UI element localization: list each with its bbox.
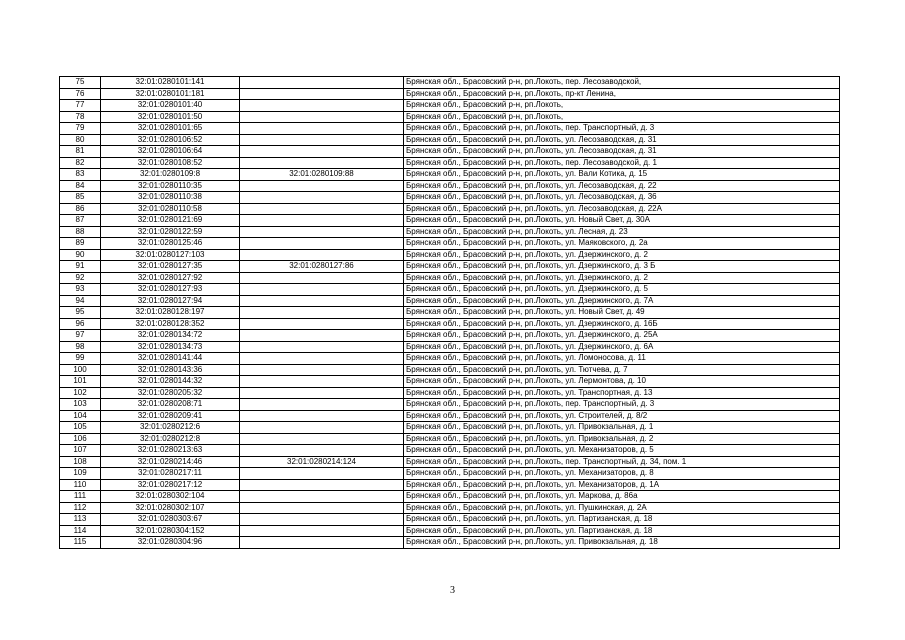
- address-cell: Брянская обл., Брасовский р-н, рп.Локоть, ул. Партизанская, д. 18: [404, 514, 840, 526]
- table-row: [60, 272, 840, 284]
- parent-cadastral-cell: [240, 146, 404, 158]
- cadastral-number-cell: 32:01:0280205:32: [101, 387, 240, 399]
- cadastral-number-cell: 32:01:0280101:50: [101, 111, 240, 123]
- table-row: [60, 180, 840, 192]
- parent-cadastral-cell: [240, 330, 404, 342]
- parent-cadastral-cell: [240, 157, 404, 169]
- address-cell: Брянская обл., Брасовский р-н, рп.Локоть, ул. Дзержинского, д. 16Б: [404, 318, 840, 330]
- row-number-cell: 94: [60, 295, 101, 307]
- cadastral-number-cell: 32:01:0280127:92: [101, 272, 240, 284]
- row-number-cell: 88: [60, 226, 101, 238]
- parent-cadastral-cell: [240, 445, 404, 457]
- cadastral-number-cell: 32:01:0280304:96: [101, 537, 240, 549]
- parent-cadastral-cell: 32:01:0280214:124: [240, 456, 404, 468]
- row-number-cell: 78: [60, 111, 101, 123]
- parent-cadastral-cell: [240, 134, 404, 146]
- parent-cadastral-cell: [240, 318, 404, 330]
- table-row: [60, 376, 840, 388]
- cadastral-number-cell: 32:01:0280110:35: [101, 180, 240, 192]
- table-row: [60, 330, 840, 342]
- address-cell: Брянская обл., Брасовский р-н, рп.Локоть, ул. Новый Свет, д. 49: [404, 307, 840, 319]
- row-number-cell: 109: [60, 468, 101, 480]
- row-number-cell: 107: [60, 445, 101, 457]
- address-cell: Брянская обл., Брасовский р-н, рп.Локоть, ул. Механизаторов, д. 5: [404, 445, 840, 457]
- cadastral-number-cell: 32:01:0280128:352: [101, 318, 240, 330]
- cadastral-number-cell: 32:01:0280101:141: [101, 77, 240, 89]
- cadastral-number-cell: 32:01:0280127:35: [101, 261, 240, 273]
- cadastral-number-cell: 32:01:0280141:44: [101, 353, 240, 365]
- table-body: [60, 77, 840, 549]
- parent-cadastral-cell: [240, 364, 404, 376]
- cadastral-number-cell: 32:01:0280108:52: [101, 157, 240, 169]
- table-row: [60, 491, 840, 503]
- table-row: [60, 215, 840, 227]
- table-row: [60, 468, 840, 480]
- address-cell: Брянская обл., Брасовский р-н, рп.Локоть, ул. Лермонтова, д. 10: [404, 376, 840, 388]
- table-row: [60, 537, 840, 549]
- cadastral-number-cell: 32:01:0280217:12: [101, 479, 240, 491]
- cadastral-number-cell: 32:01:0280302:107: [101, 502, 240, 514]
- address-cell: Брянская обл., Брасовский р-н, рп.Локоть,: [404, 100, 840, 112]
- row-number-cell: 104: [60, 410, 101, 422]
- address-cell: Брянская обл., Брасовский р-н, рп.Локоть, пр-кт Ленина,: [404, 88, 840, 100]
- table-row: [60, 203, 840, 215]
- table-row: [60, 422, 840, 434]
- table-row: [60, 341, 840, 353]
- row-number-cell: 115: [60, 537, 101, 549]
- table-row: [60, 157, 840, 169]
- parent-cadastral-cell: [240, 410, 404, 422]
- cadastral-number-cell: 32:01:0280217:11: [101, 468, 240, 480]
- row-number-cell: 81: [60, 146, 101, 158]
- page-number: 3: [450, 585, 455, 596]
- parent-cadastral-cell: [240, 537, 404, 549]
- row-number-cell: 100: [60, 364, 101, 376]
- cadastral-number-cell: 32:01:0280134:72: [101, 330, 240, 342]
- table-row: [60, 123, 840, 135]
- address-cell: Брянская обл., Брасовский р-н, рп.Локоть,: [404, 111, 840, 123]
- parent-cadastral-cell: [240, 111, 404, 123]
- row-number-cell: 96: [60, 318, 101, 330]
- table-row: [60, 525, 840, 537]
- row-number-cell: 102: [60, 387, 101, 399]
- row-number-cell: 85: [60, 192, 101, 204]
- address-cell: Брянская обл., Брасовский р-н, рп.Локоть, ул. Привокзальная, д. 18: [404, 537, 840, 549]
- cadastral-table: [59, 76, 840, 549]
- row-number-cell: 92: [60, 272, 101, 284]
- address-cell: Брянская обл., Брасовский р-н, рп.Локоть, ул. Лесозаводская, д. 31: [404, 134, 840, 146]
- address-cell: Брянская обл., Брасовский р-н, рп.Локоть, ул. Новый Свет, д. 30А: [404, 215, 840, 227]
- table-row: [60, 77, 840, 89]
- table-row: [60, 169, 840, 181]
- row-number-cell: 86: [60, 203, 101, 215]
- address-cell: Брянская обл., Брасовский р-н, рп.Локоть, пер. Транспортный, д. 3: [404, 399, 840, 411]
- address-cell: Брянская обл., Брасовский р-н, рп.Локоть, ул. Строителей, д. 8/2: [404, 410, 840, 422]
- cadastral-number-cell: 32:01:0280110:38: [101, 192, 240, 204]
- row-number-cell: 108: [60, 456, 101, 468]
- parent-cadastral-cell: [240, 353, 404, 365]
- address-cell: Брянская обл., Брасовский р-н, рп.Локоть, ул. Ломоносова, д. 11: [404, 353, 840, 365]
- cadastral-number-cell: 32:01:0280143:36: [101, 364, 240, 376]
- table-row: [60, 261, 840, 273]
- address-cell: Брянская обл., Брасовский р-н, рп.Локоть, ул. Транспортная, д. 13: [404, 387, 840, 399]
- row-number-cell: 113: [60, 514, 101, 526]
- row-number-cell: 89: [60, 238, 101, 250]
- parent-cadastral-cell: [240, 272, 404, 284]
- row-number-cell: 97: [60, 330, 101, 342]
- parent-cadastral-cell: [240, 502, 404, 514]
- parent-cadastral-cell: [240, 180, 404, 192]
- table-row: [60, 284, 840, 296]
- table-row: [60, 364, 840, 376]
- parent-cadastral-cell: [240, 341, 404, 353]
- cadastral-number-cell: 32:01:0280303:67: [101, 514, 240, 526]
- parent-cadastral-cell: [240, 399, 404, 411]
- address-cell: Брянская обл., Брасовский р-н, рп.Локоть, ул. Дзержинского, д. 25А: [404, 330, 840, 342]
- table-row: [60, 456, 840, 468]
- table-row: [60, 445, 840, 457]
- address-cell: Брянская обл., Брасовский р-н, рп.Локоть, ул. Дзержинского, д. 6А: [404, 341, 840, 353]
- parent-cadastral-cell: [240, 203, 404, 215]
- table-row: [60, 226, 840, 238]
- parent-cadastral-cell: 32:01:0280109:88: [240, 169, 404, 181]
- address-cell: Брянская обл., Брасовский р-н, рп.Локоть, пер. Лесозаводской, д. 1: [404, 157, 840, 169]
- parent-cadastral-cell: [240, 376, 404, 388]
- table-row: [60, 479, 840, 491]
- address-cell: Брянская обл., Брасовский р-н, рп.Локоть, ул. Пушкинская, д. 2А: [404, 502, 840, 514]
- row-number-cell: 77: [60, 100, 101, 112]
- parent-cadastral-cell: [240, 514, 404, 526]
- row-number-cell: 80: [60, 134, 101, 146]
- table-row: [60, 88, 840, 100]
- cadastral-number-cell: 32:01:0280212:6: [101, 422, 240, 434]
- table-row: [60, 192, 840, 204]
- row-number-cell: 95: [60, 307, 101, 319]
- cadastral-number-cell: 32:01:0280213:63: [101, 445, 240, 457]
- cadastral-number-cell: 32:01:0280101:65: [101, 123, 240, 135]
- table-row: [60, 111, 840, 123]
- cadastral-number-cell: 32:01:0280214:46: [101, 456, 240, 468]
- parent-cadastral-cell: [240, 123, 404, 135]
- address-cell: Брянская обл., Брасовский р-н, рп.Локоть, пер. Лесозаводской,: [404, 77, 840, 89]
- address-cell: Брянская обл., Брасовский р-н, рп.Локоть, ул. Механизаторов, д. 1А: [404, 479, 840, 491]
- cadastral-number-cell: 32:01:0280134:73: [101, 341, 240, 353]
- table-row: [60, 295, 840, 307]
- parent-cadastral-cell: [240, 88, 404, 100]
- address-cell: Брянская обл., Брасовский р-н, рп.Локоть, пер. Транспортный, д. 34, пом. 1: [404, 456, 840, 468]
- parent-cadastral-cell: [240, 238, 404, 250]
- row-number-cell: 87: [60, 215, 101, 227]
- cadastral-number-cell: 32:01:0280106:64: [101, 146, 240, 158]
- parent-cadastral-cell: [240, 215, 404, 227]
- cadastral-number-cell: 32:01:0280121:69: [101, 215, 240, 227]
- cadastral-number-cell: 32:01:0280144:32: [101, 376, 240, 388]
- cadastral-number-cell: 32:01:0280125:46: [101, 238, 240, 250]
- cadastral-number-cell: 32:01:0280128:197: [101, 307, 240, 319]
- address-cell: Брянская обл., Брасовский р-н, рп.Локоть, ул. Привокзальная, д. 2: [404, 433, 840, 445]
- parent-cadastral-cell: [240, 77, 404, 89]
- parent-cadastral-cell: [240, 249, 404, 261]
- parent-cadastral-cell: [240, 468, 404, 480]
- cadastral-number-cell: 32:01:0280127:103: [101, 249, 240, 261]
- cadastral-number-cell: 32:01:0280304:152: [101, 525, 240, 537]
- cadastral-number-cell: 32:01:0280122:59: [101, 226, 240, 238]
- address-cell: Брянская обл., Брасовский р-н, рп.Локоть, ул. Вали Котика, д. 15: [404, 169, 840, 181]
- address-cell: Брянская обл., Брасовский р-н, рп.Локоть, ул. Лесозаводская, д. 31: [404, 146, 840, 158]
- address-cell: Брянская обл., Брасовский р-н, рп.Локоть, ул. Лесная, д. 23: [404, 226, 840, 238]
- cadastral-number-cell: 32:01:0280127:93: [101, 284, 240, 296]
- row-number-cell: 98: [60, 341, 101, 353]
- row-number-cell: 106: [60, 433, 101, 445]
- cadastral-number-cell: 32:01:0280110:58: [101, 203, 240, 215]
- row-number-cell: 79: [60, 123, 101, 135]
- table-row: [60, 433, 840, 445]
- parent-cadastral-cell: [240, 387, 404, 399]
- table-row: [60, 249, 840, 261]
- address-cell: Брянская обл., Брасовский р-н, рп.Локоть, ул. Тютчева, д. 7: [404, 364, 840, 376]
- table-row: [60, 146, 840, 158]
- row-number-cell: 91: [60, 261, 101, 273]
- row-number-cell: 90: [60, 249, 101, 261]
- parent-cadastral-cell: [240, 525, 404, 537]
- address-cell: Брянская обл., Брасовский р-н, рп.Локоть, ул. Маяковского, д. 2а: [404, 238, 840, 250]
- row-number-cell: 76: [60, 88, 101, 100]
- address-cell: Брянская обл., Брасовский р-н, рп.Локоть, ул. Маркова, д. 86а: [404, 491, 840, 503]
- table-row: [60, 307, 840, 319]
- table-row: [60, 399, 840, 411]
- cadastral-number-cell: 32:01:0280106:52: [101, 134, 240, 146]
- row-number-cell: 114: [60, 525, 101, 537]
- table-row: [60, 100, 840, 112]
- address-cell: Брянская обл., Брасовский р-н, рп.Локоть, ул. Механизаторов, д. 8: [404, 468, 840, 480]
- row-number-cell: 83: [60, 169, 101, 181]
- parent-cadastral-cell: [240, 307, 404, 319]
- address-cell: Брянская обл., Брасовский р-н, рп.Локоть, ул. Лесозаводская, д. 22: [404, 180, 840, 192]
- cadastral-number-cell: 32:01:0280208:71: [101, 399, 240, 411]
- row-number-cell: 103: [60, 399, 101, 411]
- address-cell: Брянская обл., Брасовский р-н, рп.Локоть, ул. Привокзальная, д. 1: [404, 422, 840, 434]
- row-number-cell: 105: [60, 422, 101, 434]
- parent-cadastral-cell: [240, 295, 404, 307]
- cadastral-number-cell: 32:01:0280109:8: [101, 169, 240, 181]
- address-cell: Брянская обл., Брасовский р-н, рп.Локоть, ул. Дзержинского, д. 2: [404, 249, 840, 261]
- parent-cadastral-cell: [240, 192, 404, 204]
- table-row: [60, 502, 840, 514]
- parent-cadastral-cell: [240, 433, 404, 445]
- table-row: [60, 238, 840, 250]
- table-row: [60, 410, 840, 422]
- parent-cadastral-cell: [240, 100, 404, 112]
- row-number-cell: 84: [60, 180, 101, 192]
- cadastral-number-cell: 32:01:0280101:181: [101, 88, 240, 100]
- address-cell: Брянская обл., Брасовский р-н, рп.Локоть, ул. Дзержинского, д. 7А: [404, 295, 840, 307]
- cadastral-number-cell: 32:01:0280212:8: [101, 433, 240, 445]
- row-number-cell: 75: [60, 77, 101, 89]
- row-number-cell: 93: [60, 284, 101, 296]
- table-row: [60, 134, 840, 146]
- table-row: [60, 318, 840, 330]
- cadastral-number-cell: 32:01:0280302:104: [101, 491, 240, 503]
- row-number-cell: 82: [60, 157, 101, 169]
- parent-cadastral-cell: [240, 284, 404, 296]
- parent-cadastral-cell: 32:01:0280127:86: [240, 261, 404, 273]
- table-row: [60, 353, 840, 365]
- cadastral-number-cell: 32:01:0280209:41: [101, 410, 240, 422]
- row-number-cell: 110: [60, 479, 101, 491]
- row-number-cell: 101: [60, 376, 101, 388]
- address-cell: Брянская обл., Брасовский р-н, рп.Локоть, ул. Лесозаводская, д. 36: [404, 192, 840, 204]
- parent-cadastral-cell: [240, 491, 404, 503]
- parent-cadastral-cell: [240, 422, 404, 434]
- parent-cadastral-cell: [240, 226, 404, 238]
- address-cell: Брянская обл., Брасовский р-н, рп.Локоть, ул. Дзержинского, д. 2: [404, 272, 840, 284]
- row-number-cell: 99: [60, 353, 101, 365]
- address-cell: Брянская обл., Брасовский р-н, рп.Локоть, ул. Лесозаводская, д. 22А: [404, 203, 840, 215]
- address-cell: Брянская обл., Брасовский р-н, рп.Локоть, ул. Партизанская, д. 18: [404, 525, 840, 537]
- address-cell: Брянская обл., Брасовский р-н, рп.Локоть, пер. Транспортный, д. 3: [404, 123, 840, 135]
- row-number-cell: 111: [60, 491, 101, 503]
- address-cell: Брянская обл., Брасовский р-н, рп.Локоть, ул. Дзержинского, д. 3 Б: [404, 261, 840, 273]
- row-number-cell: 112: [60, 502, 101, 514]
- cadastral-number-cell: 32:01:0280101:40: [101, 100, 240, 112]
- address-cell: Брянская обл., Брасовский р-н, рп.Локоть, ул. Дзержинского, д. 5: [404, 284, 840, 296]
- table-row: [60, 514, 840, 526]
- parent-cadastral-cell: [240, 479, 404, 491]
- table-row: [60, 387, 840, 399]
- cadastral-number-cell: 32:01:0280127:94: [101, 295, 240, 307]
